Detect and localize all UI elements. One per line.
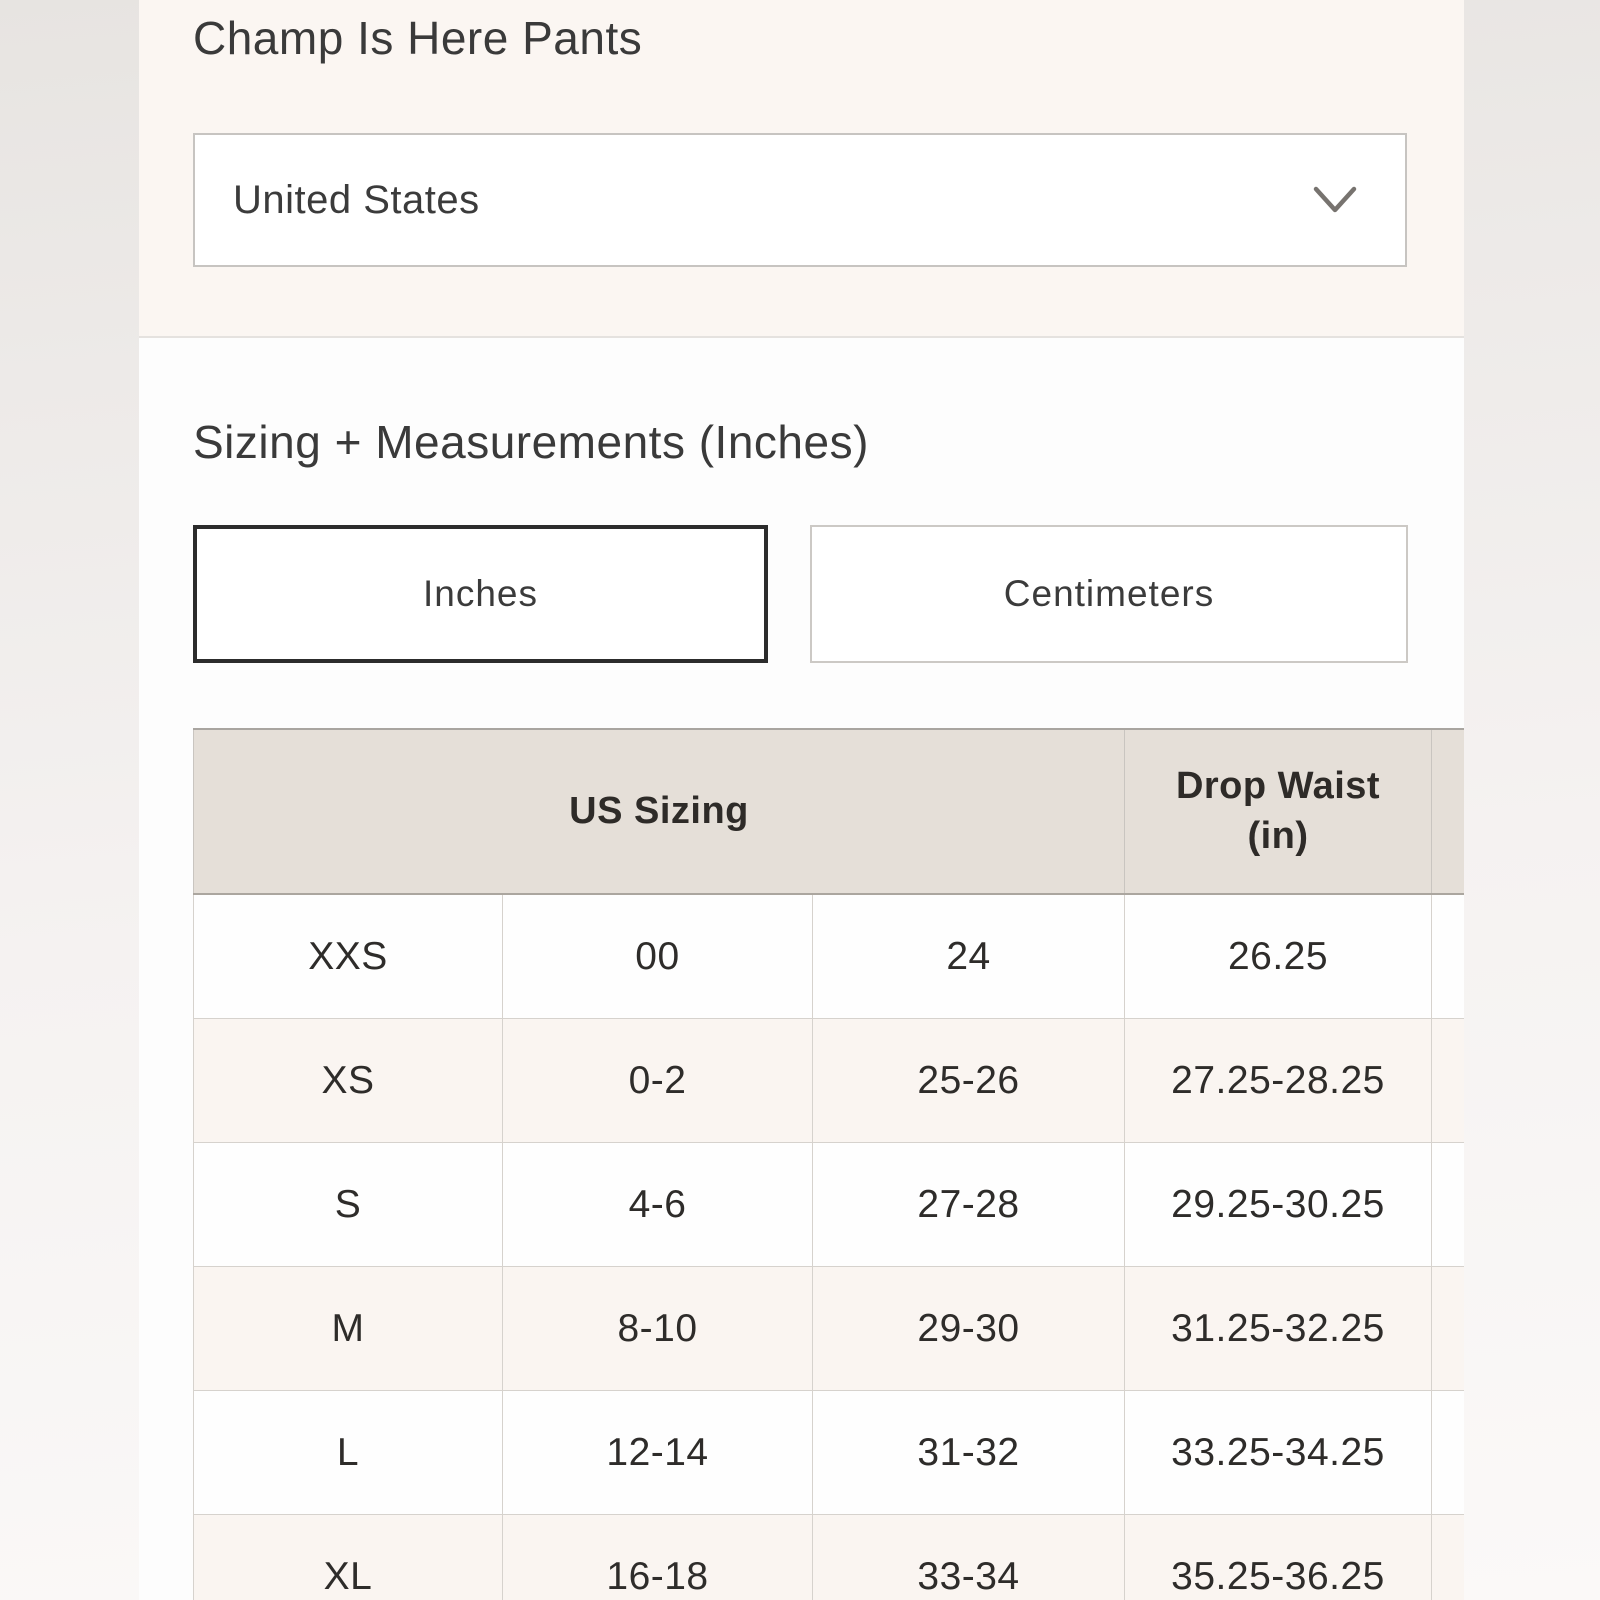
size-cell: 31.25-32.25: [1125, 1267, 1432, 1391]
country-selector-value: United States: [233, 177, 480, 222]
size-cell: 35.25-36.25: [1125, 1515, 1432, 1600]
size-cell: S: [194, 1143, 503, 1267]
table-header-row: [194, 729, 1465, 894]
size-cell: XXS: [194, 894, 503, 1019]
size-cell: 25-26: [813, 1019, 1125, 1143]
table-row: [194, 1143, 1465, 1267]
unit-toggle: [193, 525, 1464, 663]
size-cell: 27.25-28.25: [1125, 1019, 1432, 1143]
size-cell: 29-30: [813, 1267, 1125, 1391]
size-cell: 24: [813, 894, 1125, 1019]
product-title: Champ Is Here Pants: [193, 12, 643, 64]
header-us-sizing: [194, 729, 1125, 894]
size-cell: [1432, 894, 1464, 1019]
header-drop-waist: [1125, 729, 1432, 894]
size-cell: 33-34: [813, 1515, 1125, 1600]
size-guide-panel: [139, 0, 1464, 1600]
table-row: [194, 1391, 1465, 1515]
unit-toggle-centimeters[interactable]: Centimeters: [810, 525, 1408, 663]
size-cell: [1432, 1019, 1464, 1143]
header-drop-waist-label: Drop Waist (in): [1175, 765, 1381, 857]
header-us-sizing-label: US Sizing: [569, 790, 749, 833]
size-cell: [1432, 1267, 1464, 1391]
size-cell: 26.25: [1125, 894, 1432, 1019]
size-cell: 33.25-34.25: [1125, 1391, 1432, 1515]
size-cell: 00: [503, 894, 813, 1019]
size-cell: 16-18: [503, 1515, 813, 1600]
size-cell: L: [194, 1391, 503, 1515]
chevron-down-icon: [1313, 186, 1357, 214]
size-cell: [1432, 1391, 1464, 1515]
table-row: [194, 1267, 1465, 1391]
table-row: [194, 1515, 1465, 1600]
header-section: [139, 0, 1464, 338]
size-cell: 27-28: [813, 1143, 1125, 1267]
size-cell: 31-32: [813, 1391, 1125, 1515]
size-table: [193, 728, 1464, 1600]
size-cell: 4-6: [503, 1143, 813, 1267]
section-title: Sizing + Measurements (Inches): [193, 416, 869, 468]
size-table-wrap: [193, 728, 1464, 1600]
size-cell: M: [194, 1267, 503, 1391]
size-cell: XL: [194, 1515, 503, 1600]
size-cell: 0-2: [503, 1019, 813, 1143]
size-cell: 8-10: [503, 1267, 813, 1391]
unit-toggle-inches[interactable]: Inches: [193, 525, 768, 663]
size-cell: [1432, 1515, 1464, 1600]
sizing-section: [139, 418, 1464, 1600]
size-cell: XS: [194, 1019, 503, 1143]
table-row: [194, 1019, 1465, 1143]
size-cell: 29.25-30.25: [1125, 1143, 1432, 1267]
header-cutoff-column: [1432, 729, 1464, 894]
size-table-body: [194, 894, 1465, 1600]
size-cell: [1432, 1143, 1464, 1267]
country-selector[interactable]: [193, 133, 1407, 267]
size-cell: 12-14: [503, 1391, 813, 1515]
table-row: [194, 894, 1465, 1019]
